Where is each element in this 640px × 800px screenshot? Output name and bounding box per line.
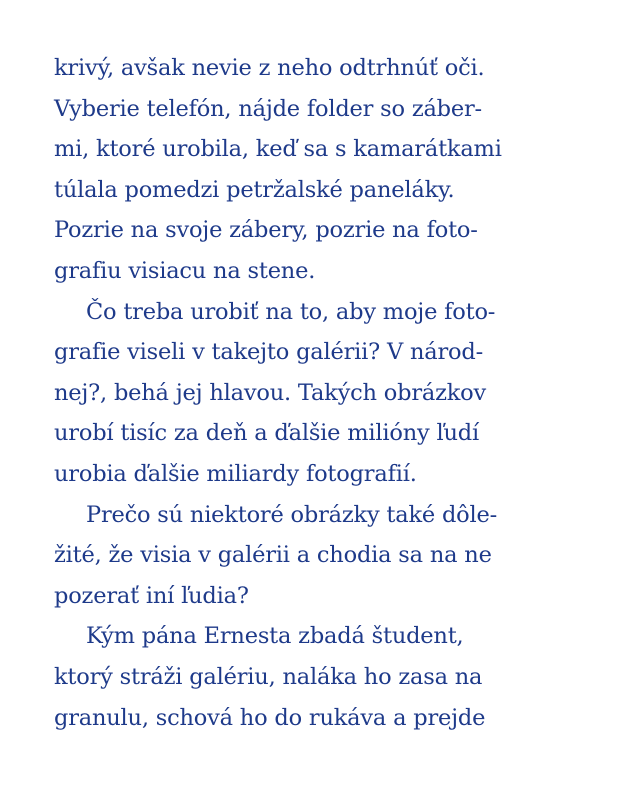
text-line: krivý, avšak nevie z neho odtrhnúť oči.	[54, 55, 485, 81]
paragraph	[54, 616, 594, 738]
text-line: nej?, behá jej hlavou. Takých obrázkov	[54, 379, 487, 406]
text-line: mi, ktoré urobila, keď sa s kamarátkami	[54, 136, 502, 163]
paragraph	[54, 48, 594, 292]
text-line: túlala pomedzi petržalské paneláky.	[54, 176, 455, 203]
body-text	[54, 48, 594, 738]
paragraph	[54, 292, 594, 495]
text-line: grafiu visiacu na stene.	[54, 257, 316, 284]
text-line: ktorý stráži galériu, naláka ho zasa na	[54, 663, 483, 690]
text-line: Prečo sú niektoré obrázky také dôle-	[86, 501, 498, 528]
paragraph	[54, 495, 594, 617]
text-line: Pozrie na svoje zábery, pozrie na foto-	[54, 217, 478, 244]
text-line: urobí tisíc za deň a ďalšie milióny ľudí	[54, 420, 479, 447]
text-line: pozerať iní ľudia?	[54, 582, 249, 609]
text-line: Kým pána Ernesta zbadá študent,	[86, 623, 464, 650]
text-line: grafie viseli v takejto galérii? V národ-	[54, 339, 483, 366]
text-line: granulu, schová ho do rukáva a prejde	[54, 704, 486, 731]
text-line: Čo treba urobiť na to, aby moje foto-	[86, 298, 496, 325]
text-line: žité, že visia v galérii a chodia sa na ne	[54, 542, 492, 569]
text-line: Vyberie telefón, nájde folder so záber-	[54, 95, 482, 122]
text-line: urobia ďalšie miliardy fotografií.	[54, 460, 417, 487]
